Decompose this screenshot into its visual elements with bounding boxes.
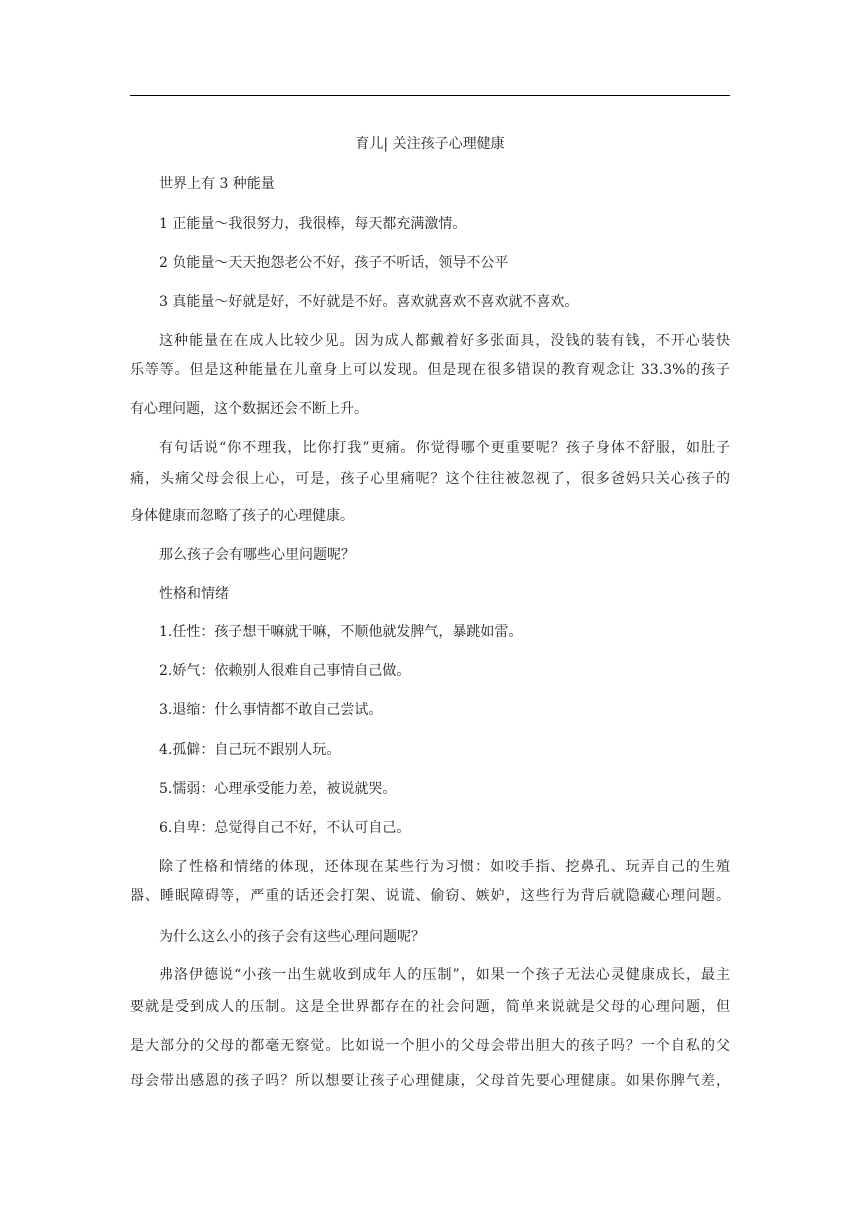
header-rule [130, 95, 730, 96]
intro-line: 世界上有 3 种能量 [159, 176, 275, 192]
paragraph-line: 痛，头痛父母会很上心，可是，孩子心里痛呢？这个往往被忽视了，很多爸妈只关心孩子的 [130, 471, 730, 487]
energy-item-2: 2 负能量～天天抱怨老公不好，孩子不听话，领导不公平 [159, 255, 509, 271]
section-heading: 性格和情绪 [159, 586, 229, 602]
list-item: 6.自卑：总觉得自己不好，不认可自己。 [159, 820, 411, 836]
question-line: 那么孩子会有哪些心里问题呢？ [159, 547, 355, 563]
energy-item-1: 1 正能量～我很努力，我很棒，每天都充满激情。 [159, 216, 467, 232]
paragraph-line: 是大部分的父母的都毫无察觉。比如说一个胆小的父母会带出胆大的孩子吗？一个自私的父 [130, 1038, 730, 1054]
paragraph-line: 身体健康而忽略了孩子的心理健康。 [130, 508, 354, 524]
document-title: 育儿| 关注孩子心理健康 [355, 136, 505, 152]
paragraph-line: 器、睡眠障碍等，严重的话还会打架、说谎、偷窃、嫉妒，这些行为背后就隐藏心理问题。 [130, 888, 730, 904]
list-item: 3.退缩：什么事情都不敢自己尝试。 [159, 702, 383, 718]
paragraph-line: 有句话说“你不理我，比你打我”更痛。你觉得哪个更重要呢？孩子身体不舒服，如肚子 [159, 440, 730, 456]
paragraph-line: 弗洛伊德说“小孩一出生就收到成年人的压制”，如果一个孩子无法心灵健康成长，最主 [159, 967, 730, 983]
paragraph-line: 乐等等。但是这种能量在儿童身上可以发现。但是现在很多错误的教育观念让 33.3%的孩子 [130, 362, 730, 378]
paragraph-line: 有心理问题，这个数据还会不断上升。 [130, 401, 368, 417]
list-item: 5.懦弱：心理承受能力差，被说就哭。 [159, 781, 397, 797]
list-item: 1.任性：孩子想干嘛就干嘛，不顺他就发脾气，暴跳如雷。 [159, 624, 523, 640]
question-line: 为什么这么小的孩子会有这些心理问题呢？ [159, 929, 425, 945]
list-item: 2.娇气：依赖别人很难自己事情自己做。 [159, 663, 411, 679]
paragraph-line: 母会带出感恩的孩子吗？所以想要让孩子心理健康，父母首先要心理健康。如果你脾气差， [130, 1073, 730, 1089]
paragraph-line: 这种能量在在成人比较少见。因为成人都戴着好多张面具，没钱的装有钱，不开心装快 [159, 333, 730, 349]
list-item: 4.孤僻：自己玩不跟别人玩。 [159, 742, 341, 758]
paragraph-line: 要就是受到成人的压制。这是全世界都存在的社会问题，简单来说就是父母的心理问题，但 [130, 999, 730, 1015]
paragraph-line: 除了性格和情绪的体现，还体现在某些行为习惯：如咬手指、挖鼻孔、玩弄自己的生殖 [159, 859, 730, 875]
energy-item-3: 3 真能量～好就是好，不好就是不好。喜欢就喜欢不喜欢就不喜欢。 [159, 294, 579, 310]
